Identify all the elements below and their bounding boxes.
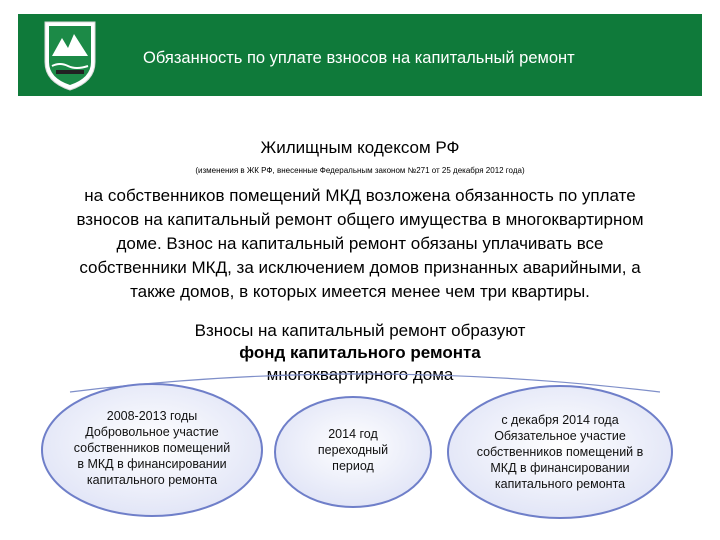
stage-line: собственников помещений в: [476, 445, 644, 459]
stage-line: собственников помещений: [73, 441, 231, 455]
stage-line: в МКД в финансировании: [77, 457, 227, 471]
fund-line: многоквартирного дома: [266, 365, 454, 384]
stage-line: МКД в финансировании: [490, 461, 630, 475]
stage-line: Добровольное участие: [85, 425, 219, 439]
stage-line: 2014 год: [328, 427, 378, 441]
stage-voluntary: [52, 408, 252, 488]
fund-line: Взносы на капитальный ремонт образуют: [194, 321, 526, 340]
amendment-note: (изменения в ЖК РФ, внесенные Федеральным законом №271 от 25 декабря 2012 года): [195, 166, 525, 175]
stage-line: капитального ремонта: [494, 477, 626, 491]
stage-mandatory: [455, 412, 665, 492]
stage-line: Обязательное участие: [494, 429, 626, 443]
paragraph-line: на собственников помещений МКД возложена обязанность по уплате: [84, 186, 636, 205]
paragraph-line: взносов на капитальный ремонт общего имущества в многоквартирном: [76, 210, 644, 229]
code-title: Жилищным кодексом РФ: [260, 138, 460, 157]
fund-name: фонд капитального ремонта: [239, 343, 481, 362]
stage-line: 2008-2013 годы: [106, 409, 198, 423]
paragraph-line: собственники МКД, за исключением домов признанных аварийными, а: [79, 258, 641, 277]
paragraph-line: доме. Взнос на капитальный ремонт обязаны уплачивать все: [116, 234, 604, 253]
stage-transition: [298, 426, 408, 474]
stage-line: переходный: [317, 443, 389, 457]
paragraph-line: также домов, в которых имеется менее чем три квартиры.: [130, 282, 590, 301]
page-title: Обязанность по уплате взносов на капитальный ремонт: [143, 49, 575, 67]
stage-line: с декабря 2014 года: [501, 413, 619, 427]
stage-line: период: [332, 459, 374, 473]
stage-line: капитального ремонта: [86, 473, 218, 487]
